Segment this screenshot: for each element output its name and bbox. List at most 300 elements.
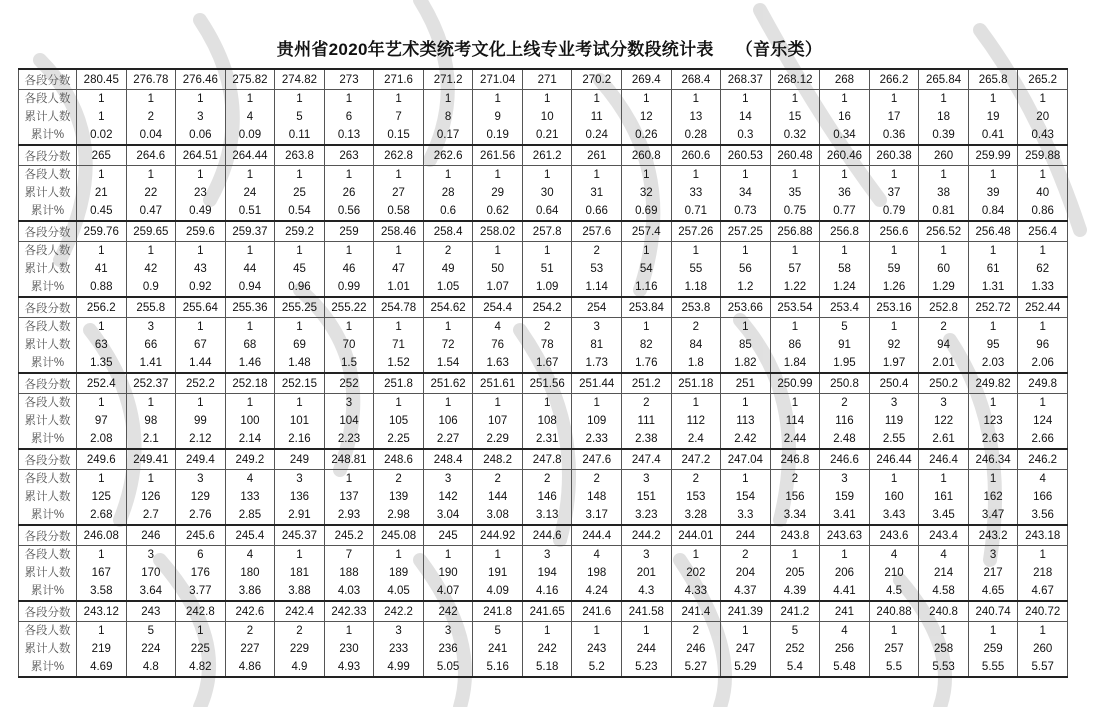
- count-cell: 2: [275, 622, 325, 641]
- score-row-label: 各段分数: [19, 601, 77, 622]
- cumulative-cell: 27: [374, 184, 424, 202]
- count-cell: 1: [77, 90, 127, 109]
- cumulative-cell: 63: [77, 336, 127, 354]
- percent-cell: 0.15: [374, 126, 424, 145]
- count-cell: 1: [423, 318, 473, 337]
- percent-cell: 2.16: [275, 430, 325, 449]
- count-cell: 2: [721, 546, 771, 565]
- score-cell: 252.18: [225, 373, 275, 394]
- cumulative-cell: 148: [572, 488, 622, 506]
- score-cell: 274.82: [275, 69, 325, 90]
- score-cell: 244.4: [572, 525, 622, 546]
- cumulative-cell: 8: [423, 108, 473, 126]
- count-cell: 1: [275, 546, 325, 565]
- count-cell: 2: [572, 242, 622, 261]
- percent-cell: 3.28: [671, 506, 721, 525]
- count-cell: 1: [671, 166, 721, 185]
- count-cell: 1: [820, 90, 870, 109]
- score-cell: 254: [572, 297, 622, 318]
- percent-cell: 3.43: [869, 506, 919, 525]
- score-cell: 248.6: [374, 449, 424, 470]
- score-cell: 259.2: [275, 221, 325, 242]
- percent-row: [19, 278, 1068, 297]
- score-cell: 244.01: [671, 525, 721, 546]
- count-cell: 3: [522, 546, 572, 565]
- count-cell: 1: [1018, 318, 1068, 337]
- score-cell: 271: [522, 69, 572, 90]
- count-row: [19, 622, 1068, 641]
- score-cell: 246: [126, 525, 176, 546]
- score-cell: 246.44: [869, 449, 919, 470]
- count-cell: 1: [1018, 622, 1068, 641]
- score-cell: 253.8: [671, 297, 721, 318]
- count-cell: 1: [721, 242, 771, 261]
- count-cell: 1: [869, 318, 919, 337]
- percent-cell: 2.03: [968, 354, 1018, 373]
- cumulative-cell: 99: [176, 412, 226, 430]
- score-cell: 240.74: [968, 601, 1018, 622]
- score-cell: 265.84: [919, 69, 969, 90]
- count-cell: 1: [176, 318, 226, 337]
- cumulative-cell: 47: [374, 260, 424, 278]
- percent-cell: 1.63: [473, 354, 523, 373]
- count-cell: 3: [126, 546, 176, 565]
- count-cell: 2: [820, 394, 870, 413]
- score-cell: 251.18: [671, 373, 721, 394]
- cumulative-cell: 107: [473, 412, 523, 430]
- percent-cell: 1.5: [324, 354, 374, 373]
- score-cell: 257.8: [522, 221, 572, 242]
- cumulative-cell: 224: [126, 640, 176, 658]
- count-cell: 3: [622, 546, 672, 565]
- count-cell: 1: [622, 90, 672, 109]
- count-cell: 1: [423, 394, 473, 413]
- percent-cell: 4.67: [1018, 582, 1068, 601]
- score-cell: 252.2: [176, 373, 226, 394]
- score-cell: 276.46: [176, 69, 226, 90]
- score-cell: 254.62: [423, 297, 473, 318]
- score-cell: 255.64: [176, 297, 226, 318]
- score-cell: 241.39: [721, 601, 771, 622]
- percent-cell: 0.84: [968, 202, 1018, 221]
- percent-cell: 0.88: [77, 278, 127, 297]
- count-cell: 1: [522, 622, 572, 641]
- count-cell: 1: [1018, 166, 1068, 185]
- score-row-label: 各段分数: [19, 525, 77, 546]
- count-cell: 1: [225, 394, 275, 413]
- count-cell: 5: [126, 622, 176, 641]
- percent-cell: 4.82: [176, 658, 226, 677]
- count-cell: 1: [671, 394, 721, 413]
- score-cell: 259.65: [126, 221, 176, 242]
- percent-cell: 0.26: [622, 126, 672, 145]
- cumulative-cell: 137: [324, 488, 374, 506]
- cumulative-row-label: 累计人数: [19, 336, 77, 354]
- percent-cell: 3.41: [820, 506, 870, 525]
- count-cell: 1: [770, 166, 820, 185]
- cumulative-cell: 259: [968, 640, 1018, 658]
- percent-cell: 0.77: [820, 202, 870, 221]
- score-cell: 255.22: [324, 297, 374, 318]
- cumulative-row-label: 累计人数: [19, 564, 77, 582]
- count-cell: 1: [275, 90, 325, 109]
- score-cell: 256.52: [919, 221, 969, 242]
- percent-cell: 2.48: [820, 430, 870, 449]
- score-cell: 244.92: [473, 525, 523, 546]
- cumulative-cell: 100: [225, 412, 275, 430]
- count-cell: 1: [324, 318, 374, 337]
- score-cell: 260.8: [622, 145, 672, 166]
- percent-cell: 2.85: [225, 506, 275, 525]
- percent-cell: 4.86: [225, 658, 275, 677]
- cumulative-cell: 31: [572, 184, 622, 202]
- percent-cell: 0.69: [622, 202, 672, 221]
- cumulative-cell: 227: [225, 640, 275, 658]
- score-cell: 247.6: [572, 449, 622, 470]
- percent-cell: 2.61: [919, 430, 969, 449]
- cumulative-cell: 96: [1018, 336, 1068, 354]
- score-cell: 258.46: [374, 221, 424, 242]
- cumulative-cell: 256: [820, 640, 870, 658]
- score-cell: 253.66: [721, 297, 771, 318]
- count-cell: 4: [225, 470, 275, 489]
- percent-cell: 2.55: [869, 430, 919, 449]
- percent-cell: 0.13: [324, 126, 374, 145]
- count-cell: 3: [820, 470, 870, 489]
- score-cell: 257.4: [622, 221, 672, 242]
- count-cell: 1: [770, 394, 820, 413]
- percent-cell: 0.51: [225, 202, 275, 221]
- cumulative-cell: 50: [473, 260, 523, 278]
- score-row: [19, 221, 1068, 242]
- cumulative-cell: 21: [77, 184, 127, 202]
- count-cell: 1: [225, 318, 275, 337]
- count-cell: 3: [869, 394, 919, 413]
- score-cell: 241.2: [770, 601, 820, 622]
- percent-cell: 3.45: [919, 506, 969, 525]
- percent-cell: 3.3: [721, 506, 771, 525]
- cumulative-cell: 56: [721, 260, 771, 278]
- cumulative-cell: 61: [968, 260, 1018, 278]
- count-cell: 1: [77, 622, 127, 641]
- count-cell: 1: [176, 90, 226, 109]
- cumulative-cell: 219: [77, 640, 127, 658]
- percent-cell: 0.75: [770, 202, 820, 221]
- count-row: [19, 394, 1068, 413]
- count-cell: 2: [374, 470, 424, 489]
- percent-cell: 3.47: [968, 506, 1018, 525]
- score-cell: 252.37: [126, 373, 176, 394]
- score-cell: 256.48: [968, 221, 1018, 242]
- count-cell: 1: [324, 470, 374, 489]
- score-cell: 240.8: [919, 601, 969, 622]
- percent-cell: 2.14: [225, 430, 275, 449]
- count-cell: 1: [1018, 394, 1068, 413]
- score-cell: 265: [77, 145, 127, 166]
- count-cell: 1: [126, 394, 176, 413]
- score-cell: 244.6: [522, 525, 572, 546]
- percent-cell: 4.37: [721, 582, 771, 601]
- percent-cell: 4.07: [423, 582, 473, 601]
- score-cell: 243.63: [820, 525, 870, 546]
- score-row: [19, 297, 1068, 318]
- count-cell: 1: [721, 90, 771, 109]
- cumulative-cell: 244: [622, 640, 672, 658]
- score-cell: 251.62: [423, 373, 473, 394]
- count-cell: 1: [622, 622, 672, 641]
- score-cell: 266.2: [869, 69, 919, 90]
- count-cell: 1: [671, 546, 721, 565]
- percent-cell: 1.82: [721, 354, 771, 373]
- count-cell: 1: [968, 166, 1018, 185]
- score-cell: 250.4: [869, 373, 919, 394]
- score-cell: 250.2: [919, 373, 969, 394]
- cumulative-cell: 13: [671, 108, 721, 126]
- cumulative-cell: 30: [522, 184, 572, 202]
- count-cell: 1: [770, 546, 820, 565]
- score-cell: 271.6: [374, 69, 424, 90]
- count-cell: 1: [324, 622, 374, 641]
- count-cell: 1: [275, 166, 325, 185]
- percent-cell: 4.3: [622, 582, 672, 601]
- cumulative-cell: 2: [126, 108, 176, 126]
- count-cell: 4: [820, 622, 870, 641]
- percent-cell: 5.23: [622, 658, 672, 677]
- percent-cell: 0.81: [919, 202, 969, 221]
- title-category: （音乐类）: [735, 40, 823, 59]
- score-cell: 249.41: [126, 449, 176, 470]
- score-cell: 245.4: [225, 525, 275, 546]
- score-cell: 252.4: [77, 373, 127, 394]
- percent-cell: 2.66: [1018, 430, 1068, 449]
- count-cell: 1: [968, 318, 1018, 337]
- score-cell: 251.2: [622, 373, 672, 394]
- score-cell: 251.61: [473, 373, 523, 394]
- count-cell: 2: [622, 394, 672, 413]
- count-cell: 2: [770, 470, 820, 489]
- count-cell: 1: [919, 470, 969, 489]
- score-cell: 245.08: [374, 525, 424, 546]
- score-cell: 261.2: [522, 145, 572, 166]
- cumulative-cell: 170: [126, 564, 176, 582]
- count-cell: 3: [126, 318, 176, 337]
- score-cell: 242.4: [275, 601, 325, 622]
- score-row-label: 各段分数: [19, 373, 77, 394]
- percent-cell: 1.48: [275, 354, 325, 373]
- cumulative-cell: 5: [275, 108, 325, 126]
- count-cell: 1: [275, 318, 325, 337]
- cumulative-cell: 94: [919, 336, 969, 354]
- count-cell: 1: [77, 166, 127, 185]
- percent-cell: 0.54: [275, 202, 325, 221]
- count-row: [19, 166, 1068, 185]
- cumulative-cell: 202: [671, 564, 721, 582]
- count-cell: 1: [572, 622, 622, 641]
- score-cell: 258.4: [423, 221, 473, 242]
- score-cell: 259.88: [1018, 145, 1068, 166]
- percent-cell: 3.13: [522, 506, 572, 525]
- count-cell: 2: [572, 470, 622, 489]
- cumulative-cell: 53: [572, 260, 622, 278]
- percent-cell: 0.71: [671, 202, 721, 221]
- percent-row-label: 累计%: [19, 202, 77, 221]
- cumulative-cell: 6: [324, 108, 374, 126]
- cumulative-cell: 247: [721, 640, 771, 658]
- score-cell: 259: [324, 221, 374, 242]
- cumulative-cell: 85: [721, 336, 771, 354]
- percent-row: [19, 658, 1068, 677]
- count-cell: 1: [126, 166, 176, 185]
- percent-cell: 1.73: [572, 354, 622, 373]
- percent-cell: 0.09: [225, 126, 275, 145]
- cumulative-cell: 101: [275, 412, 325, 430]
- score-cell: 252.8: [919, 297, 969, 318]
- count-row: [19, 90, 1068, 109]
- count-cell: 1: [770, 318, 820, 337]
- score-cell: 244: [721, 525, 771, 546]
- cumulative-cell: 119: [869, 412, 919, 430]
- count-cell: 2: [423, 242, 473, 261]
- score-cell: 255.25: [275, 297, 325, 318]
- cumulative-cell: 105: [374, 412, 424, 430]
- percent-cell: 4.33: [671, 582, 721, 601]
- cumulative-cell: 41: [77, 260, 127, 278]
- cumulative-row: [19, 184, 1068, 202]
- count-row-label: 各段人数: [19, 546, 77, 565]
- count-cell: 3: [423, 622, 473, 641]
- cumulative-cell: 40: [1018, 184, 1068, 202]
- count-cell: 1: [374, 242, 424, 261]
- score-cell: 249.8: [1018, 373, 1068, 394]
- score-cell: 246.34: [968, 449, 1018, 470]
- percent-row: [19, 430, 1068, 449]
- score-cell: 263: [324, 145, 374, 166]
- count-cell: 1: [176, 622, 226, 641]
- cumulative-cell: 49: [423, 260, 473, 278]
- percent-cell: 2.68: [77, 506, 127, 525]
- score-cell: 261: [572, 145, 622, 166]
- percent-cell: 4.9: [275, 658, 325, 677]
- count-cell: 4: [1018, 470, 1068, 489]
- cumulative-cell: 38: [919, 184, 969, 202]
- percent-cell: 1.26: [869, 278, 919, 297]
- score-cell: 257.6: [572, 221, 622, 242]
- percent-cell: 0.92: [176, 278, 226, 297]
- cumulative-row: [19, 640, 1068, 658]
- score-cell: 260.48: [770, 145, 820, 166]
- percent-cell: 4.8: [126, 658, 176, 677]
- cumulative-cell: 151: [622, 488, 672, 506]
- cumulative-row: [19, 564, 1068, 582]
- cumulative-cell: 125: [77, 488, 127, 506]
- count-cell: 1: [721, 394, 771, 413]
- cumulative-cell: 46: [324, 260, 374, 278]
- percent-cell: 2.91: [275, 506, 325, 525]
- score-cell: 262.6: [423, 145, 473, 166]
- percent-row: [19, 126, 1068, 145]
- count-cell: 1: [176, 166, 226, 185]
- cumulative-cell: 95: [968, 336, 1018, 354]
- percent-cell: 2.29: [473, 430, 523, 449]
- score-cell: 251.8: [374, 373, 424, 394]
- cumulative-cell: 4: [225, 108, 275, 126]
- score-cell: 255.8: [126, 297, 176, 318]
- percent-cell: 1.01: [374, 278, 424, 297]
- count-row: [19, 546, 1068, 565]
- score-cell: 259.6: [176, 221, 226, 242]
- cumulative-cell: 60: [919, 260, 969, 278]
- score-cell: 256.4: [1018, 221, 1068, 242]
- percent-cell: 5.48: [820, 658, 870, 677]
- score-cell: 243.4: [919, 525, 969, 546]
- count-cell: 2: [473, 470, 523, 489]
- count-cell: 4: [919, 546, 969, 565]
- score-cell: 260.6: [671, 145, 721, 166]
- percent-row-label: 累计%: [19, 430, 77, 449]
- percent-cell: 2.4: [671, 430, 721, 449]
- score-cell: 254.78: [374, 297, 424, 318]
- percent-cell: 1.09: [522, 278, 572, 297]
- score-cell: 276.78: [126, 69, 176, 90]
- cumulative-cell: 201: [622, 564, 672, 582]
- score-cell: 260: [919, 145, 969, 166]
- percent-cell: 3.58: [77, 582, 127, 601]
- cumulative-cell: 98: [126, 412, 176, 430]
- score-cell: 254.4: [473, 297, 523, 318]
- cumulative-cell: 233: [374, 640, 424, 658]
- percent-cell: 0.49: [176, 202, 226, 221]
- score-cell: 260.46: [820, 145, 870, 166]
- cumulative-cell: 97: [77, 412, 127, 430]
- cumulative-cell: 114: [770, 412, 820, 430]
- score-cell: 260.38: [869, 145, 919, 166]
- cumulative-cell: 142: [423, 488, 473, 506]
- cumulative-cell: 66: [126, 336, 176, 354]
- count-cell: 3: [275, 470, 325, 489]
- count-cell: 1: [522, 90, 572, 109]
- count-cell: 3: [324, 394, 374, 413]
- cumulative-cell: 242: [522, 640, 572, 658]
- cumulative-cell: 84: [671, 336, 721, 354]
- score-cell: 241.4: [671, 601, 721, 622]
- score-cell: 258.02: [473, 221, 523, 242]
- cumulative-cell: 243: [572, 640, 622, 658]
- percent-cell: 2.25: [374, 430, 424, 449]
- percent-cell: 0.99: [324, 278, 374, 297]
- score-cell: 268.4: [671, 69, 721, 90]
- percent-cell: 1.2: [721, 278, 771, 297]
- score-cell: 242.8: [176, 601, 226, 622]
- percent-cell: 1.67: [522, 354, 572, 373]
- count-row-label: 各段人数: [19, 242, 77, 261]
- cumulative-cell: 246: [671, 640, 721, 658]
- percent-row: [19, 202, 1068, 221]
- count-cell: 4: [869, 546, 919, 565]
- cumulative-cell: 59: [869, 260, 919, 278]
- percent-cell: 3.77: [176, 582, 226, 601]
- cumulative-cell: 44: [225, 260, 275, 278]
- percent-cell: 0.24: [572, 126, 622, 145]
- count-cell: 2: [919, 318, 969, 337]
- cumulative-cell: 189: [374, 564, 424, 582]
- score-cell: 250.99: [770, 373, 820, 394]
- count-cell: 1: [522, 394, 572, 413]
- count-cell: 3: [622, 470, 672, 489]
- cumulative-row-label: 累计人数: [19, 412, 77, 430]
- percent-cell: 0.6: [423, 202, 473, 221]
- percent-cell: 1.54: [423, 354, 473, 373]
- score-row-label: 各段分数: [19, 221, 77, 242]
